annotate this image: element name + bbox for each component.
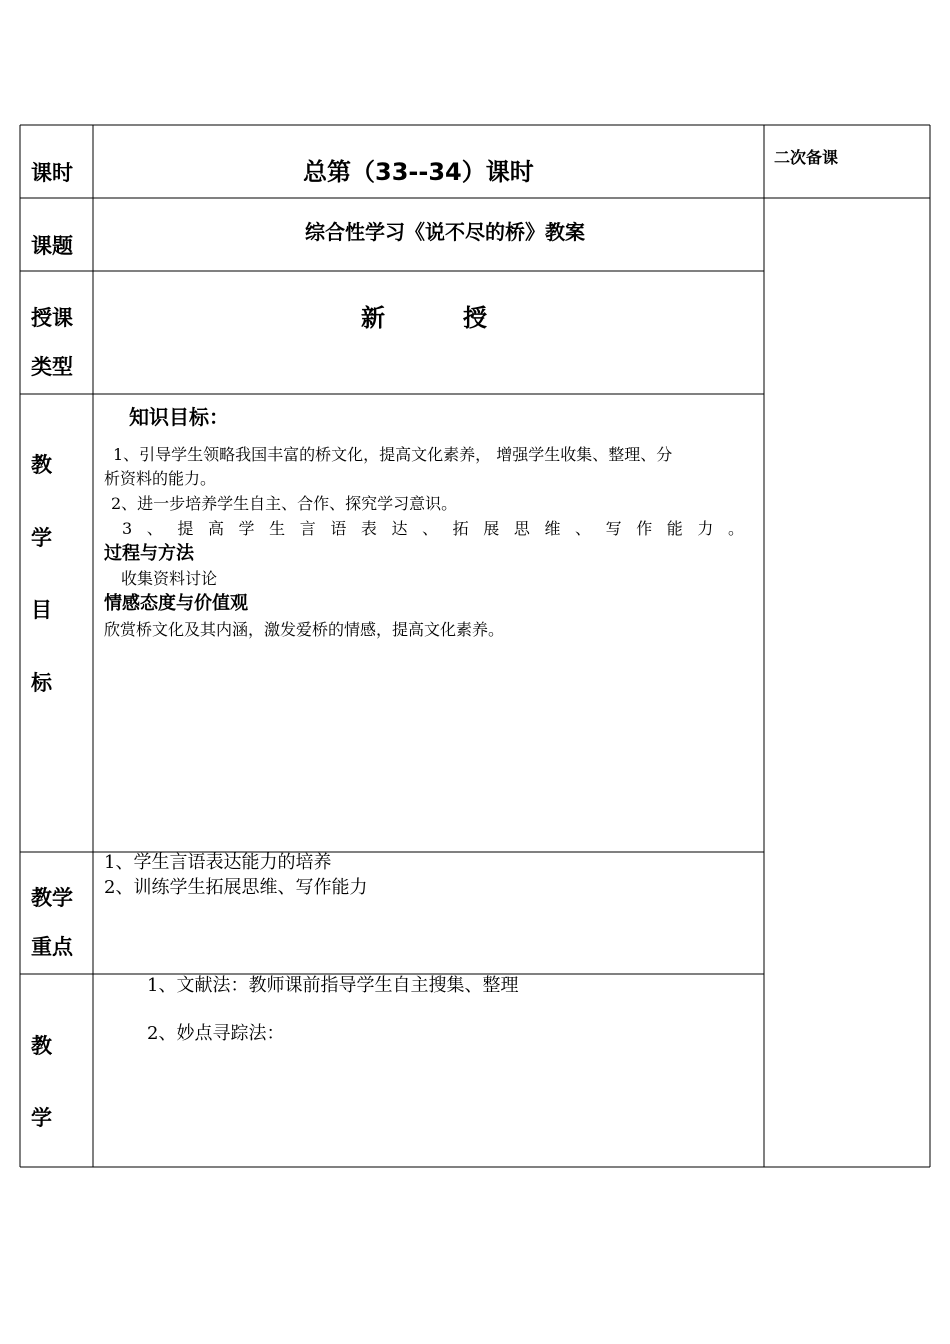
topic-label: 课题 [31, 234, 73, 258]
process-method-heading: 过程与方法 [104, 543, 194, 564]
objective-item-3: 3、提高学生言语表达、拓展思维、写作能力。 [122, 519, 744, 538]
lesson-type-label-line1: 授课 [31, 306, 73, 330]
emotion-values-text: 欣赏桥文化及其内涵，激发爱桥的情感，提高文化素养。 [104, 620, 505, 639]
objectives-label-char4: 标 [31, 671, 52, 695]
methods-label-char2: 学 [31, 1106, 52, 1130]
topic-value: 综合性学习《说不尽的桥》教案 [305, 220, 585, 244]
objective-item-1-line2: 析资料的能力。 [104, 469, 217, 488]
emotion-values-heading: 情感态度与价值观 [104, 593, 248, 614]
key-points-label-line1: 教学 [31, 886, 73, 910]
objectives-label-char3: 目 [31, 598, 52, 622]
method-item-2: 2、妙点寻踪法： [147, 1023, 285, 1044]
objective-item-1-line1: 1、引导学生领略我国丰富的桥文化，提高文化素养， 增强学生收集、整理、分 [113, 445, 673, 464]
second-preparation-label: 二次备课 [774, 148, 839, 167]
period-label: 课时 [31, 161, 73, 185]
objectives-label-char2: 学 [31, 526, 52, 550]
method-item-1: 1、文献法：教师课前指导学生自主搜集、整理 [147, 975, 519, 996]
methods-label-char1: 教 [31, 1034, 52, 1058]
objectives-label-char1: 教 [31, 453, 52, 477]
process-method-text: 收集资料讨论 [121, 569, 218, 588]
objective-item-2: 2、进一步培养学生自主、合作、探究学习意识。 [111, 494, 458, 513]
lesson-type-value-char1: 新 [361, 304, 385, 332]
key-point-item-2: 2、训练学生拓展思维、写作能力 [104, 877, 368, 898]
lesson-type-label-line2: 类型 [31, 355, 73, 379]
lesson-type-value-char2: 授 [463, 304, 487, 332]
period-value: 总第（33--34）课时 [303, 158, 534, 186]
key-point-item-1: 1、学生言语表达能力的培养 [104, 852, 332, 873]
knowledge-objectives-heading: 知识目标： [129, 405, 229, 429]
key-points-label-line2: 重点 [31, 935, 73, 959]
